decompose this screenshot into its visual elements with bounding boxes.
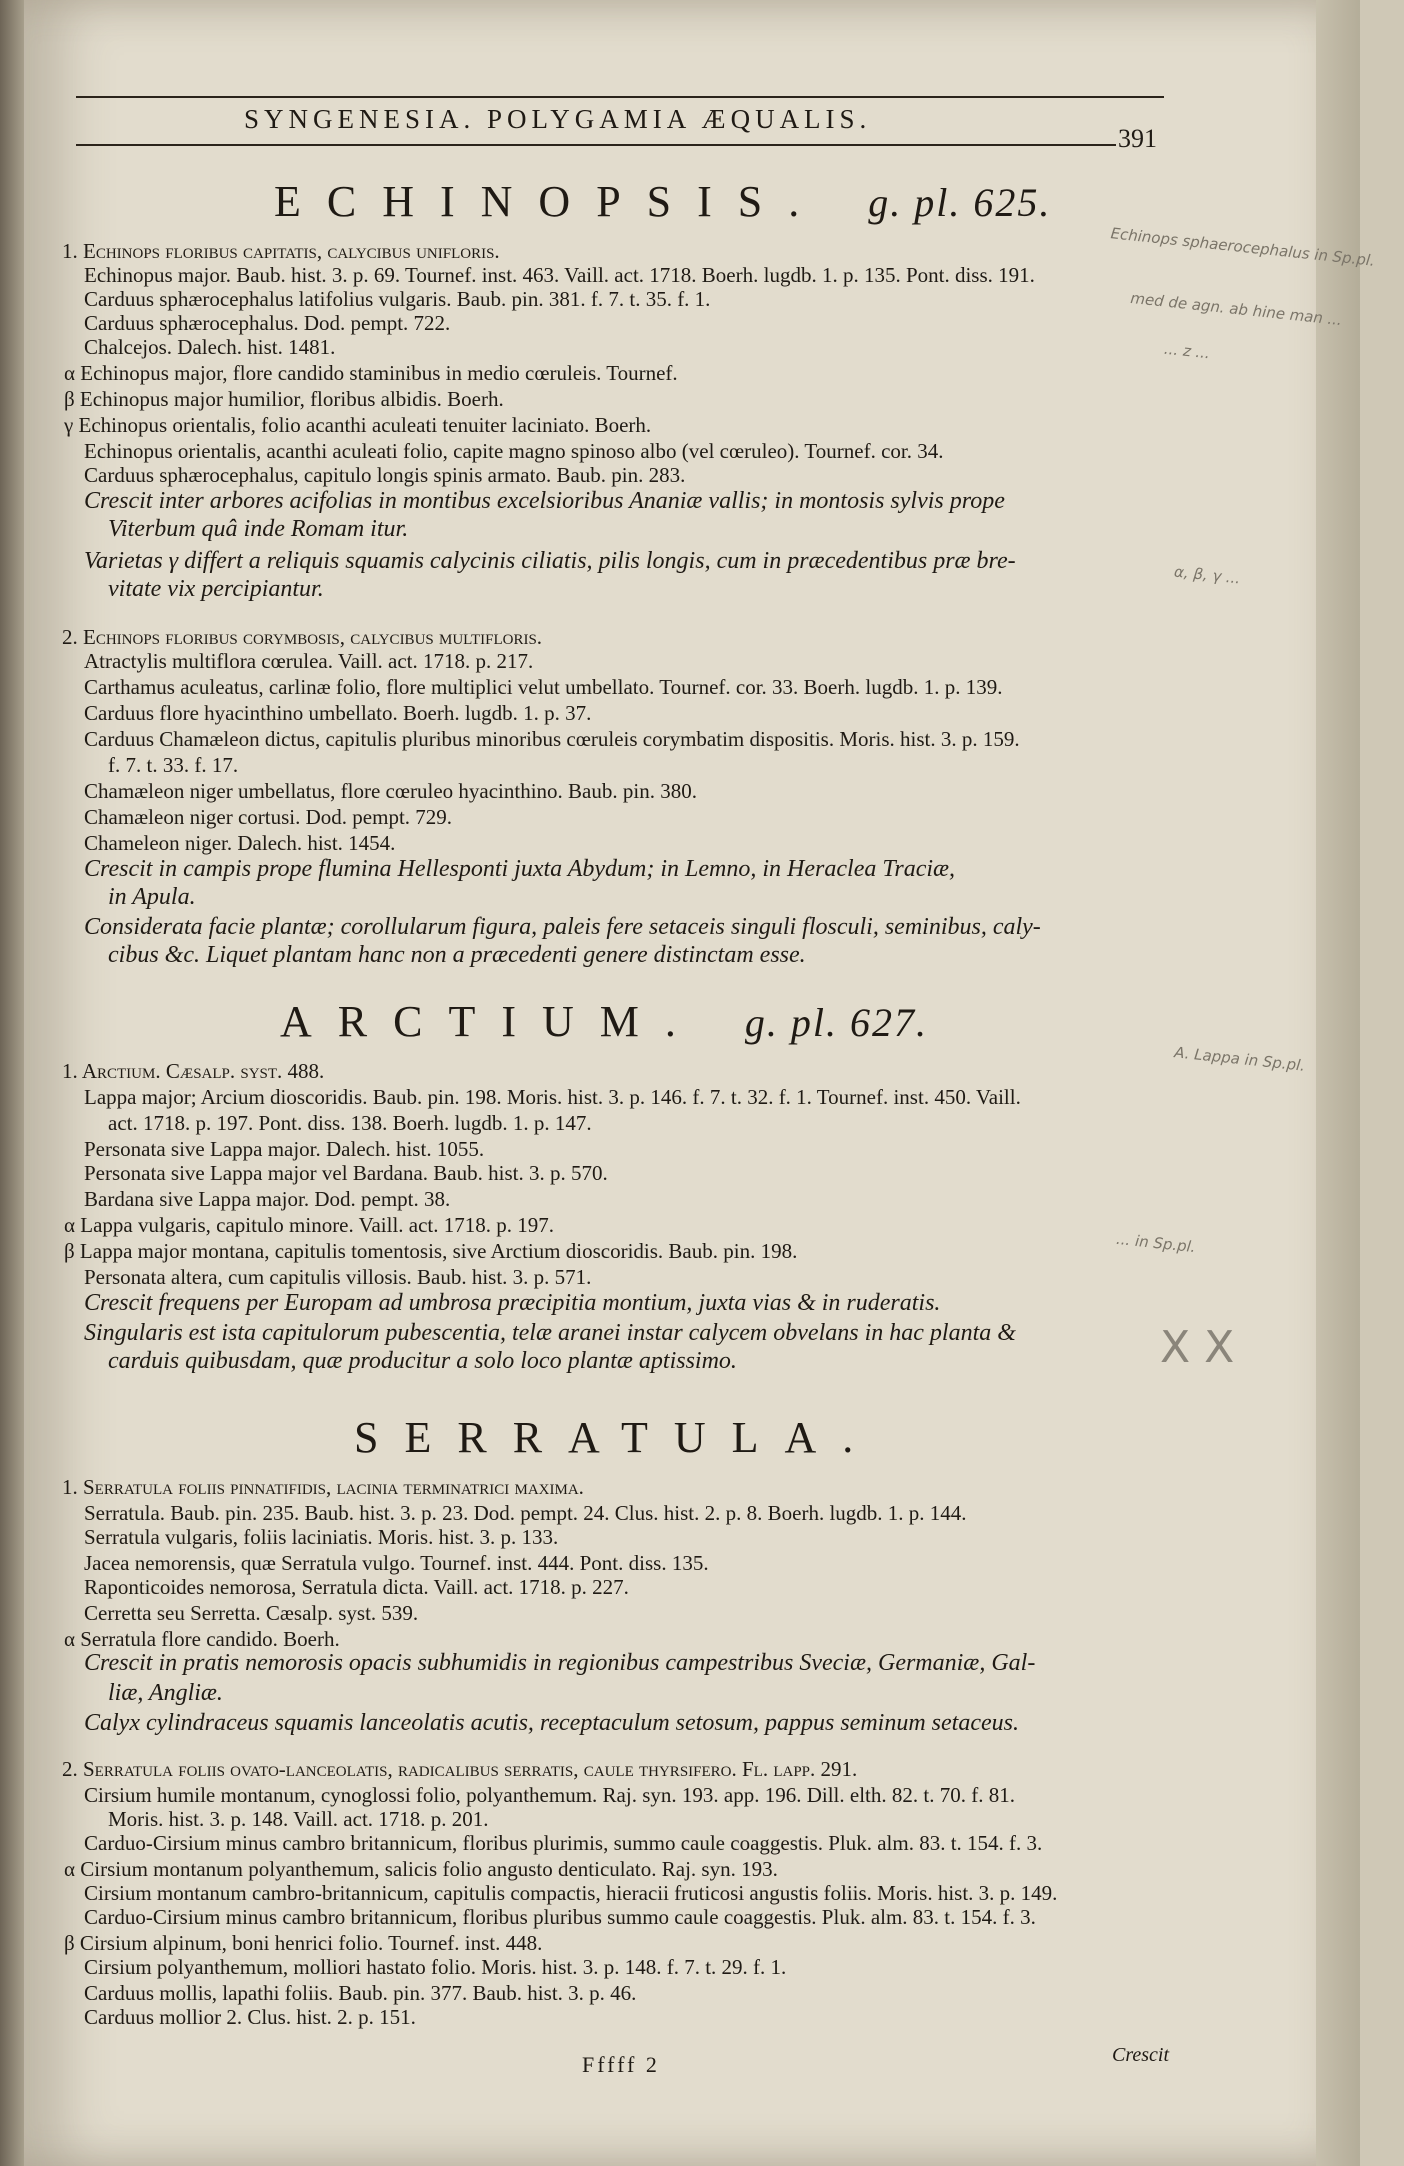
observation-line: carduis quibusdam, quæ producitur a solo loco plantæ aptissimo. [108, 1348, 737, 1374]
margin-note: med de agn. ab hine man ... [1129, 288, 1343, 330]
synonym-line: Carduus Chamæleon dictus, capitulis pluribus minoribus cœruleis corymbatim dispositis. Moris. hist. 3. p. 159. [84, 727, 1020, 751]
synonym-line: Echinopus orientalis, acanthi aculeati folio, capite magno spinoso albo (vel cœruleo). Tournef. cor. 34. [84, 439, 944, 463]
habitat-line: Viterbum quâ inde Romam itur. [108, 516, 409, 542]
synonym-line: Carduus sphærocephalus, capitulo longis spinis armato. Baub. pin. 283. [84, 463, 686, 487]
synonym-line: Personata altera, cum capitulis villosis. Baub. hist. 3. p. 571. [84, 1265, 592, 1289]
variety-line: γ Echinopus orientalis, folio acanthi aculeati tenuiter laciniato. Boerh. [64, 413, 652, 437]
observation-line: Singularis est ista capitulorum pubescentia, telæ aranei instar calycem obvelans in hac planta & [84, 1320, 1016, 1346]
synonym-line: Lappa major; Arcium dioscoridis. Baub. pin. 198. Moris. hist. 3. p. 146. f. 7. t. 32. f. 1. Tournef. inst. 450. Vaill. [84, 1085, 1021, 1109]
species-heading: 1. Serratula foliis pinnatifidis, lacinia terminatrici maxima. [62, 1475, 584, 1499]
page-number: 391 [1118, 124, 1157, 153]
synonym-line: Atractylis multiflora cœrulea. Vaill. act. 1718. p. 217. [84, 649, 534, 673]
observation-line: cibus &c. Liquet plantam hanc non a præcedenti genere distinctam esse. [108, 942, 806, 968]
section-title: ARCTIUM. [280, 997, 702, 1046]
observation-line: vitate vix percipiantur. [108, 576, 324, 602]
synonym-line: Carthamus aculeatus, carlinæ folio, flore multiplici velut umbellato. Tournef. cor. 33. Boerh. lugdb. 1. p. 139. [84, 675, 1003, 699]
synonym-line: Serratula. Baub. pin. 235. Baub. hist. 3. p. 23. Dod. pempt. 24. Clus. hist. 2. p. 8. Boerh. lugdb. 1. p. 144. [84, 1501, 967, 1525]
margin-note: Echinops sphaerocephalus in Sp.pl. [1109, 224, 1376, 270]
variety-line: β Lappa major montana, capitulis tomentosis, sive Arctium dioscoridis. Baub. pin. 198. [64, 1239, 798, 1263]
variety-line: α Cirsium montanum polyanthemum, salicis folio angusto denticulato. Raj. syn. 193. [64, 1857, 778, 1881]
synonym-line: Chalcejos. Dalech. hist. 1481. [84, 335, 336, 359]
synonym-line: Cirsium montanum cambro-britannicum, capitulis compactis, hieracii fruticosi angustis foliis. Moris. hist. 3. p. 149. [84, 1881, 1058, 1905]
margin-note: ... in Sp.pl. [1115, 1229, 1197, 1257]
margin-note: α, β, γ ... [1173, 562, 1242, 588]
section-heading-serratula [354, 1412, 879, 1463]
synonym-line: Cirsium polyanthemum, molliori hastato folio. Moris. hist. 3. p. 148. f. 7. t. 29. f. 1. [84, 1955, 787, 1979]
synonym-line: Personata sive Lappa major vel Bardana. Baub. hist. 3. p. 570. [84, 1161, 608, 1185]
habitat-line: Crescit in pratis nemorosis opacis subhumidis in regionibus campestribus Sveciæ, Germaniæ, Gal- [84, 1650, 1036, 1676]
synonym-line: f. 7. t. 33. f. 17. [108, 753, 239, 777]
habitat-line: in Apula. [108, 884, 196, 910]
synonym-line: Carduo-Cirsium minus cambro britannicum, floribus plurimis, summo caule coaggestis. Pluk. alm. 83. t. 154. f. 3. [84, 1831, 1043, 1855]
synonym-line: act. 1718. p. 197. Pont. diss. 138. Boerh. lugdb. 1. p. 147. [108, 1111, 592, 1135]
synonym-line: Carduus mollior 2. Clus. hist. 2. p. 151. [84, 2005, 416, 2029]
section-title: SERRATULA. [354, 1413, 880, 1462]
section-title: ECHINOPSIS. [274, 177, 826, 226]
header-rule-bottom [76, 144, 1116, 146]
synonym-line: Carduus mollis, lapathi foliis. Baub. pin. 377. Baub. hist. 3. p. 46. [84, 1981, 637, 2005]
variety-line: β Cirsium alpinum, boni henrici folio. Tournef. inst. 448. [64, 1931, 543, 1955]
synonym-line: Raponticoides nemorosa, Serratula dicta. Vaill. act. 1718. p. 227. [84, 1575, 629, 1599]
margin-note: ... z ... [1163, 339, 1211, 363]
observation-line: Considerata facie plantæ; corollularum figura, paleis fere setaceis singuli flosculi, seminibus, caly- [84, 914, 1041, 940]
species-heading: 1. Arctium. Cæsalp. syst. 488. [62, 1059, 325, 1083]
species-heading: 1. Echinops floribus capitatis, calycibus unifloris. [62, 239, 500, 263]
header-rule-top [76, 96, 1164, 98]
margin-cross-marks: X X [1160, 1322, 1235, 1373]
species-heading: 2. Serratula foliis ovato-lanceolatis, radicalibus serratis, caule thyrsifero. Fl. lapp. 291. [62, 1757, 858, 1781]
synonym-line: Personata sive Lappa major. Dalech. hist. 1055. [84, 1137, 485, 1161]
synonym-line: Chamæleon niger umbellatus, flore cœruleo hyacinthino. Baub. pin. 380. [84, 779, 697, 803]
catchword: Crescit [1112, 2044, 1170, 2066]
variety-line: β Echinopus major humilior, floribus albidis. Boerh. [64, 387, 504, 411]
observation-line: Calyx cylindraceus squamis lanceolatis acutis, receptaculum setosum, pappus seminum setaceus. [84, 1710, 1019, 1736]
synonym-line: Carduus sphærocephalus latifolius vulgaris. Baub. pin. 381. f. 7. t. 35. f. 1. [84, 287, 711, 311]
margin-note: A. Lappa in Sp.pl. [1173, 1043, 1306, 1075]
observation-line: Varietas γ differt a reliquis squamis calycinis ciliatis, pilis longis, cum in præcedentibus præ bre- [84, 548, 1016, 574]
book-gutter [0, 0, 24, 2166]
synonym-line: Echinopus major. Baub. hist. 3. p. 69. Tournef. inst. 463. Vaill. act. 1718. Boerh. lugdb. 1. p. 135. Pont. diss. 191. [84, 263, 1035, 287]
book-page [24, 0, 1376, 2166]
variety-line: α Lappa vulgaris, capitulo minore. Vaill. act. 1718. p. 197. [64, 1213, 555, 1237]
signature-mark: Fffff 2 [582, 2052, 660, 2077]
section-heading-arctium [280, 996, 928, 1047]
species-heading: 2. Echinops floribus corymbosis, calycibus multifloris. [62, 625, 543, 649]
synonym-line: Cerretta seu Serretta. Cæsalp. syst. 539. [84, 1601, 419, 1625]
synonym-line: Carduo-Cirsium minus cambro britannicum, floribus pluribus summo caule coaggestis. Pluk. alm. 83. t. 154. f. 3. [84, 1905, 1036, 1929]
running-title: SYNGENESIA. POLYGAMIA ÆQUALIS. [244, 104, 872, 134]
habitat-line: Crescit inter arbores acifolias in montibus excelsioribus Ananiæ vallis; in montosis sylvis prope [84, 488, 1005, 514]
synonym-line: Carduus flore hyacinthino umbellato. Boerh. lugdb. 1. p. 37. [84, 701, 592, 725]
variety-line: α Echinopus major, flore candido staminibus in medio cœruleis. Tournef. [64, 361, 678, 385]
section-heading-echinopsis [274, 176, 1051, 227]
synonym-line: Serratula vulgaris, foliis laciniatis. Moris. hist. 3. p. 133. [84, 1525, 559, 1549]
habitat-line: Crescit frequens per Europam ad umbrosa præcipitia montium, juxta vias & in ruderatis. [84, 1290, 941, 1316]
variety-line: α Serratula flore candido. Boerh. [64, 1627, 340, 1651]
synonym-line: Cirsium humile montanum, cynoglossi folio, polyanthemum. Raj. syn. 193. app. 196. Dill. elth. 82. t. 70. f. 81. [84, 1783, 1015, 1807]
habitat-line: Crescit in campis prope flumina Hellesponti juxta Abydum; in Lemno, in Heraclea Traciæ, [84, 856, 956, 882]
habitat-line: liæ, Angliæ. [108, 1680, 223, 1706]
genus-plate-reference: g. pl. 627. [744, 1000, 929, 1045]
synonym-line: Jacea nemorensis, quæ Serratula vulgo. Tournef. inst. 444. Pont. diss. 135. [84, 1551, 709, 1575]
synonym-line: Carduus sphærocephalus. Dod. pempt. 722. [84, 311, 451, 335]
synonym-line: Chamæleon niger cortusi. Dod. pempt. 729. [84, 805, 453, 829]
genus-plate-reference: g. pl. 625. [868, 180, 1052, 225]
synonym-line: Bardana sive Lappa major. Dod. pempt. 38. [84, 1187, 451, 1211]
synonym-line: Chameleon niger. Dalech. hist. 1454. [84, 831, 396, 855]
synonym-line: Moris. hist. 3. p. 148. Vaill. act. 1718. p. 201. [108, 1807, 489, 1831]
